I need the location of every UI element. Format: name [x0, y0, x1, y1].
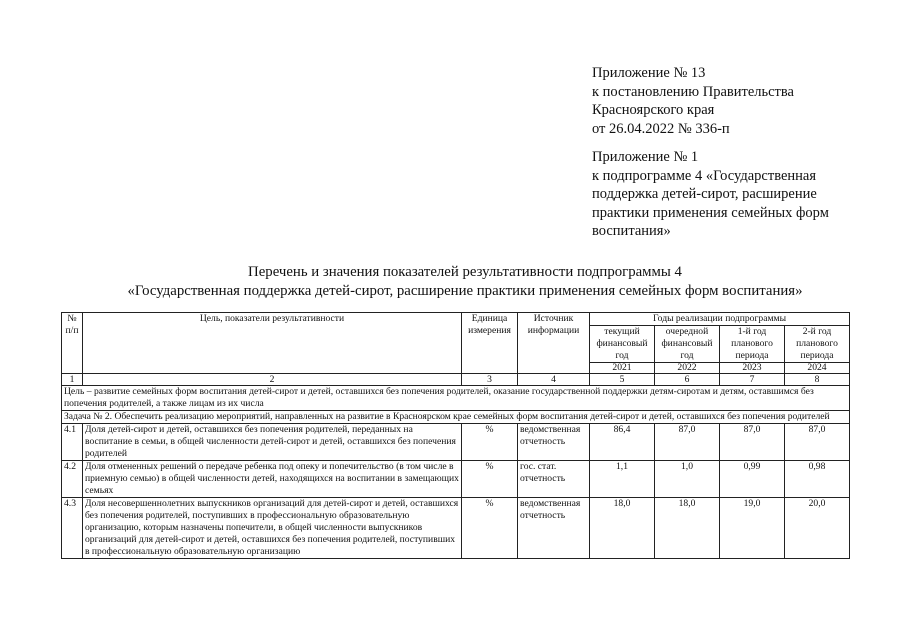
table-row	[62, 424, 850, 461]
goal-row	[62, 386, 850, 411]
row-source: гос. стат. отчетность	[518, 461, 590, 498]
row-source: ведомственная отчетность	[518, 424, 590, 461]
appendix-13-line: к постановлению Правительства	[592, 83, 794, 100]
header-year: 2022	[655, 363, 720, 374]
col-number: 7	[720, 374, 785, 386]
col-number: 1	[62, 374, 83, 386]
row-value-2021: 18,0	[590, 498, 655, 559]
row-unit: %	[462, 461, 518, 498]
indicators-table	[61, 312, 850, 559]
row-unit: %	[462, 424, 518, 461]
title-line-2: «Государственная поддержка детей-сирот, расширение практики применения семейных форм воспитания»	[127, 283, 803, 299]
row-name: Доля детей-сирот и детей, оставшихся без попечения родителей, переданных на воспитание в семьи, в общей численности детей-сирот и детей, оставшихся без попечения родителей	[83, 424, 462, 461]
header-year: 2021	[590, 363, 655, 374]
appendix-13-line: от 26.04.2022 № 336-п	[592, 120, 730, 137]
row-num: 4.1	[62, 424, 83, 461]
row-value-2022: 1,0	[655, 461, 720, 498]
table-row	[62, 498, 850, 559]
header-years-group: Годы реализации подпрограммы	[590, 313, 850, 326]
appendix-1-line: Приложение № 1	[592, 149, 699, 165]
row-unit: %	[462, 498, 518, 559]
col-number: 4	[518, 374, 590, 386]
row-value-2023: 19,0	[720, 498, 785, 559]
appendix-1-line: воспитания»	[592, 223, 671, 239]
header-source: Источник информации	[518, 313, 590, 374]
row-value-2023: 0,99	[720, 461, 785, 498]
row-value-2022: 18,0	[655, 498, 720, 559]
row-value-2022: 87,0	[655, 424, 720, 461]
row-name: Доля несовершеннолетних выпускников организаций для детей-сирот и детей, оставшихся без попечения родителей, поступивших в профессиональную образовательную организацию, которым назначены попечители, в общей численности выпускников организаций для детей-сирот и детей, оставшихся без попечения родителей, поступивших в профессиональную образовательную организацию	[83, 498, 462, 559]
task-row	[62, 411, 850, 424]
document-title	[60, 263, 870, 301]
header-num: № п/п	[62, 313, 83, 374]
task-text: Задача № 2. Обеспечить реализацию мероприятий, направленных на развитие в Красноярском крае семейных форм воспитания детей-сирот и детей, оставшихся без попечения родителей	[62, 411, 850, 424]
row-value-2021: 1,1	[590, 461, 655, 498]
col-number: 6	[655, 374, 720, 386]
table-header-row	[62, 313, 850, 326]
appendix-13-line: Красноярского края	[592, 102, 715, 118]
title-line-1: Перечень и значения показателей результативности подпрограммы 4	[248, 264, 682, 280]
col-number: 3	[462, 374, 518, 386]
col-number: 2	[83, 374, 462, 386]
table-row	[62, 461, 850, 498]
header-unit: Единица измерения	[462, 313, 518, 374]
col-number: 5	[590, 374, 655, 386]
header-year-col: 2-й год планового периода	[785, 326, 850, 363]
row-value-2021: 86,4	[590, 424, 655, 461]
row-source: ведомственная отчетность	[518, 498, 590, 559]
row-value-2024: 0,98	[785, 461, 850, 498]
header-goal: Цель, показатели результативности	[83, 313, 462, 374]
header-year: 2024	[785, 363, 850, 374]
col-number: 8	[785, 374, 850, 386]
header-year-col: текущий финансовый год	[590, 326, 655, 363]
appendix-13-block	[592, 64, 882, 138]
row-value-2023: 87,0	[720, 424, 785, 461]
appendix-13-line: Приложение № 13	[592, 65, 706, 81]
header-year: 2023	[720, 363, 785, 374]
goal-text: Цель – развитие семейных форм воспитания детей-сирот и детей, оставшихся без попечения родителей, оказание государственной поддержки детям-сиротам и детям, оставшимся без попечения родителей, а также лицам из их числа	[62, 386, 850, 411]
appendix-1-line: практики применения семейных форм	[592, 204, 829, 221]
row-num: 4.3	[62, 498, 83, 559]
row-value-2024: 20,0	[785, 498, 850, 559]
header-year-col: очередной финансовый год	[655, 326, 720, 363]
row-name: Доля отмененных решений о передаче ребенка под опеку и попечительство (в том числе в приемную семью) в общей численности детей, находящихся на воспитании в замещающих семьях	[83, 461, 462, 498]
row-num: 4.2	[62, 461, 83, 498]
row-value-2024: 87,0	[785, 424, 850, 461]
appendix-1-line: к подпрограмме 4 «Государственная	[592, 167, 817, 184]
appendix-1-block	[592, 148, 882, 241]
appendix-1-line: поддержка детей-сирот, расширение	[592, 186, 817, 202]
table-column-numbers-row	[62, 374, 850, 386]
header-year-col: 1-й год планового периода	[720, 326, 785, 363]
